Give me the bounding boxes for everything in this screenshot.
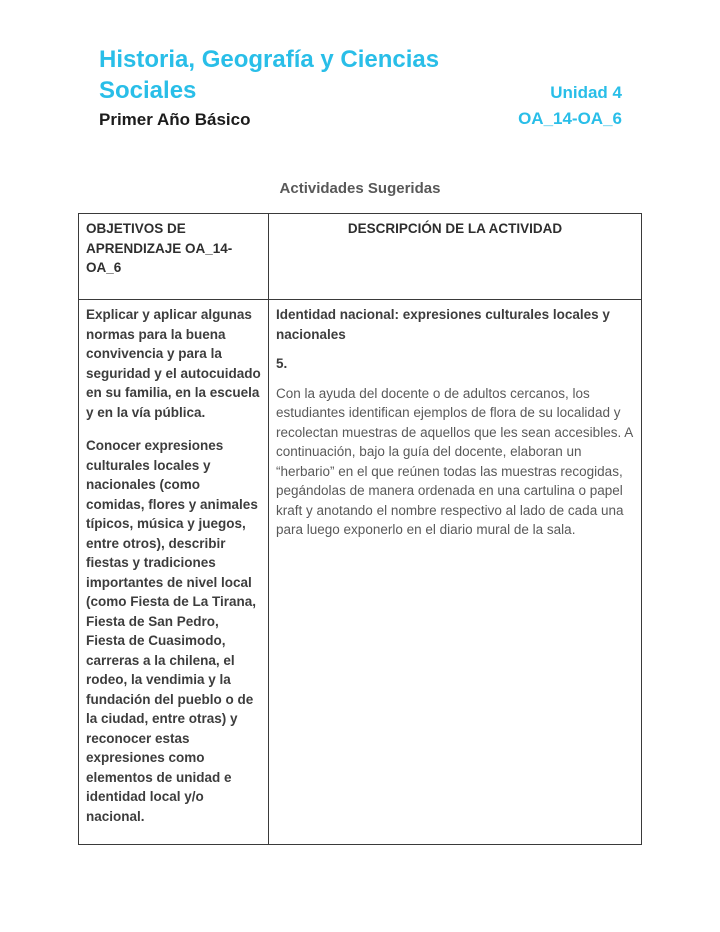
- objectives-cell: [79, 300, 269, 845]
- unit-label: Unidad 4: [550, 83, 622, 102]
- document-header: [99, 0, 622, 132]
- course-title: Historia, Geografía y Ciencias Sociales: [99, 46, 440, 104]
- grade-level: Primer Año Básico: [99, 110, 251, 129]
- objective-paragraph-2: Conocer expresiones culturales locales y nacionales (como comidas, flores y animales típicos, música y juegos, entre otros), describir fiestas y tradiciones importantes de nivel local (como Fiesta de La Tirana, Fiesta de San Pedro, Fiesta de Cuasimodo, carreras a la chilena, el rodeo, la vendimia y la fundación del pueblo o de la ciudad, entre otras) y reconocer estas expresiones como elementos de unidad e identidad local y/o nacional.: [86, 438, 258, 824]
- activity-body-text: Con la ayuda del docente o de adultos cercanos, los estudiantes identifican ejemplos de flora de su localidad y recolectan muestras de aquellos que les sean accesibles. A continuación, bajo la guía del docente, elaboran un “herbario” en el que reúnen todas las muestras recogidas, pegándolas de manera ordenada en una cartulina o papel kraft y anotando el nombre respectivo al lado de cada una para luego exponerlo en el diario mural de la sala.: [276, 385, 633, 537]
- header-left-block: [99, 44, 518, 132]
- activity-number: 5.: [276, 356, 288, 371]
- section-title: Actividades Sugeridas: [279, 180, 441, 197]
- objective-paragraph-1: Explicar y aplicar algunas normas para la buena convivencia y para la seguridad y el autocuidado en su familia, en la escuela y en la vía pública.: [86, 307, 261, 420]
- activities-table: [78, 213, 642, 845]
- table-row: [79, 300, 642, 845]
- activity-heading: Identidad nacional: expresiones culturales locales y nacionales: [276, 307, 610, 342]
- header-right-block: [518, 80, 622, 132]
- table-header-row: [79, 214, 642, 300]
- objectives-column-header: OBJETIVOS DE APRENDIZAJE OA_14-OA_6: [79, 214, 269, 300]
- activity-description-cell: [269, 300, 642, 845]
- description-column-header: DESCRIPCIÓN DE LA ACTIVIDAD: [269, 214, 642, 300]
- oa-code-label: OA_14-OA_6: [518, 109, 622, 128]
